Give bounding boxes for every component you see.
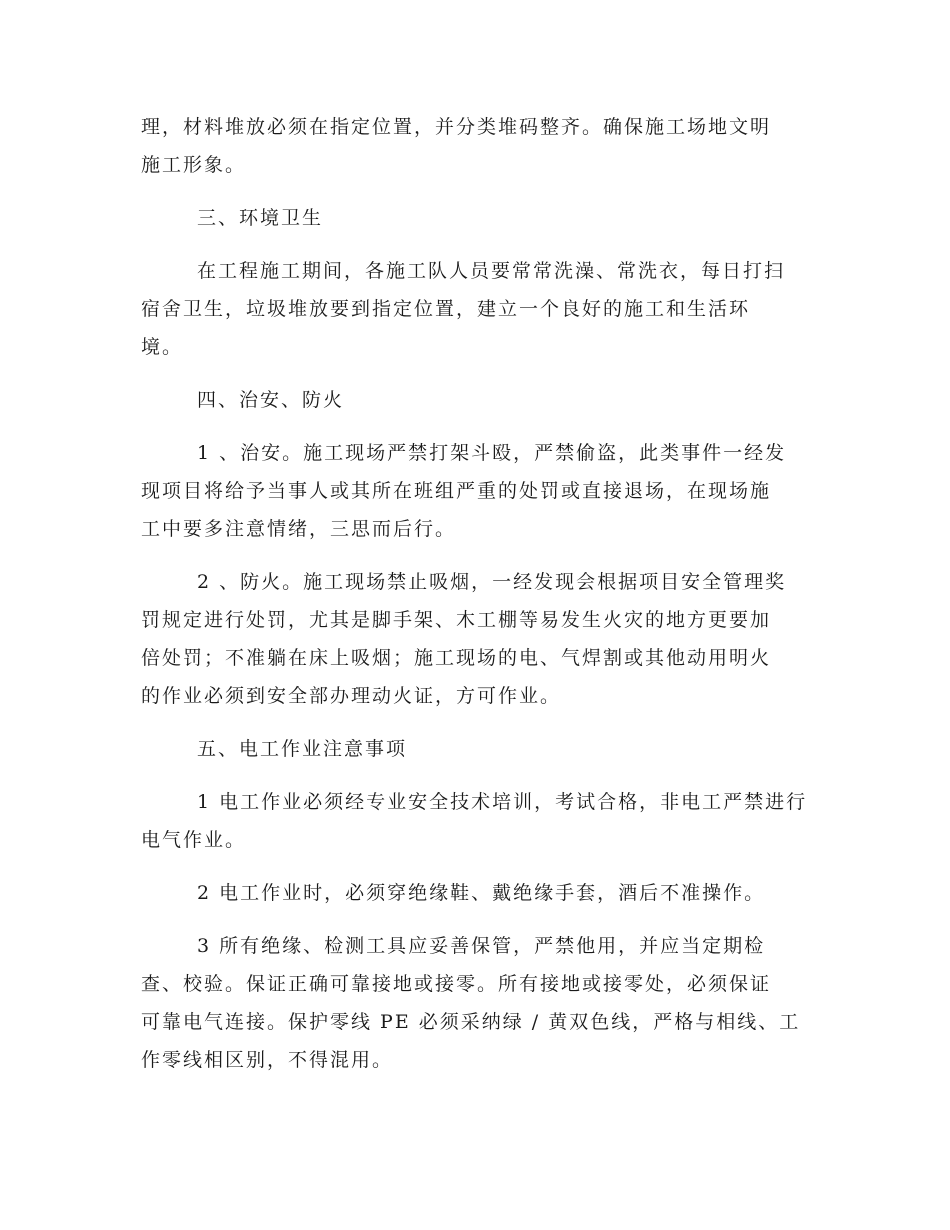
paragraph-fire-prevention: 2 、防火。施工现场禁止吸烟，一经发现会根据项目安全管理奖 罚规定进行处罚，尤其是脚手架、木工棚等易发生火灾的地方更要加 倍处罚；不准躺在床上吸烟；施工现场的电、气焊割或其他动用明火 的作业必须到安全部办理动火证，方可作业。 — [141, 571, 787, 707]
section-heading-electrical-work: 五、电工作业注意事项 — [197, 738, 408, 760]
paragraph-electrical-item-3: 3 所有绝缘、检测工具应妥善保管，严禁他用，并应当定期检 查、校验。保证正确可靠接地或接零。所有接地或接零处，必须保证 可靠电气连接。保护零线 PE 必须采纳绿 / 黄双色线，严格与相线、工 作零线相区别，不得混用。 — [141, 935, 801, 1071]
section-heading-environment-hygiene: 三、环境卫生 — [197, 207, 324, 229]
paragraph-hygiene: 在工程施工期间，各施工队人员要常常洗澡、常洗衣，每日打扫 宿舍卫生，垃圾堆放要到指定位置，建立一个良好的施工和生活环 境。 — [141, 260, 786, 358]
paragraph-security: 1 、治安。施工现场严禁打架斗殴，严禁偷盗，此类事件一经发 现项目将给予当事人或其所在班组严重的处罚或直接退场，在现场施 工中要多注意情绪，三思而后行。 — [141, 442, 787, 540]
document-body — [141, 108, 813, 1079]
section-heading-security-fire: 四、治安、防火 — [197, 389, 345, 411]
paragraph-electrical-item-2: 2 电工作业时，必须穿绝缘鞋、戴绝缘手套，酒后不准操作。 — [197, 882, 766, 904]
paragraph-continuation: 理，材料堆放必须在指定位置，并分类堆码整齐。确保施工场地文明 施工形象。 — [141, 116, 772, 176]
paragraph-electrical-item-1: 1 电工作业必须经专业安全技术培训，考试合格，非电工严禁进行 电气作业。 — [141, 791, 808, 851]
